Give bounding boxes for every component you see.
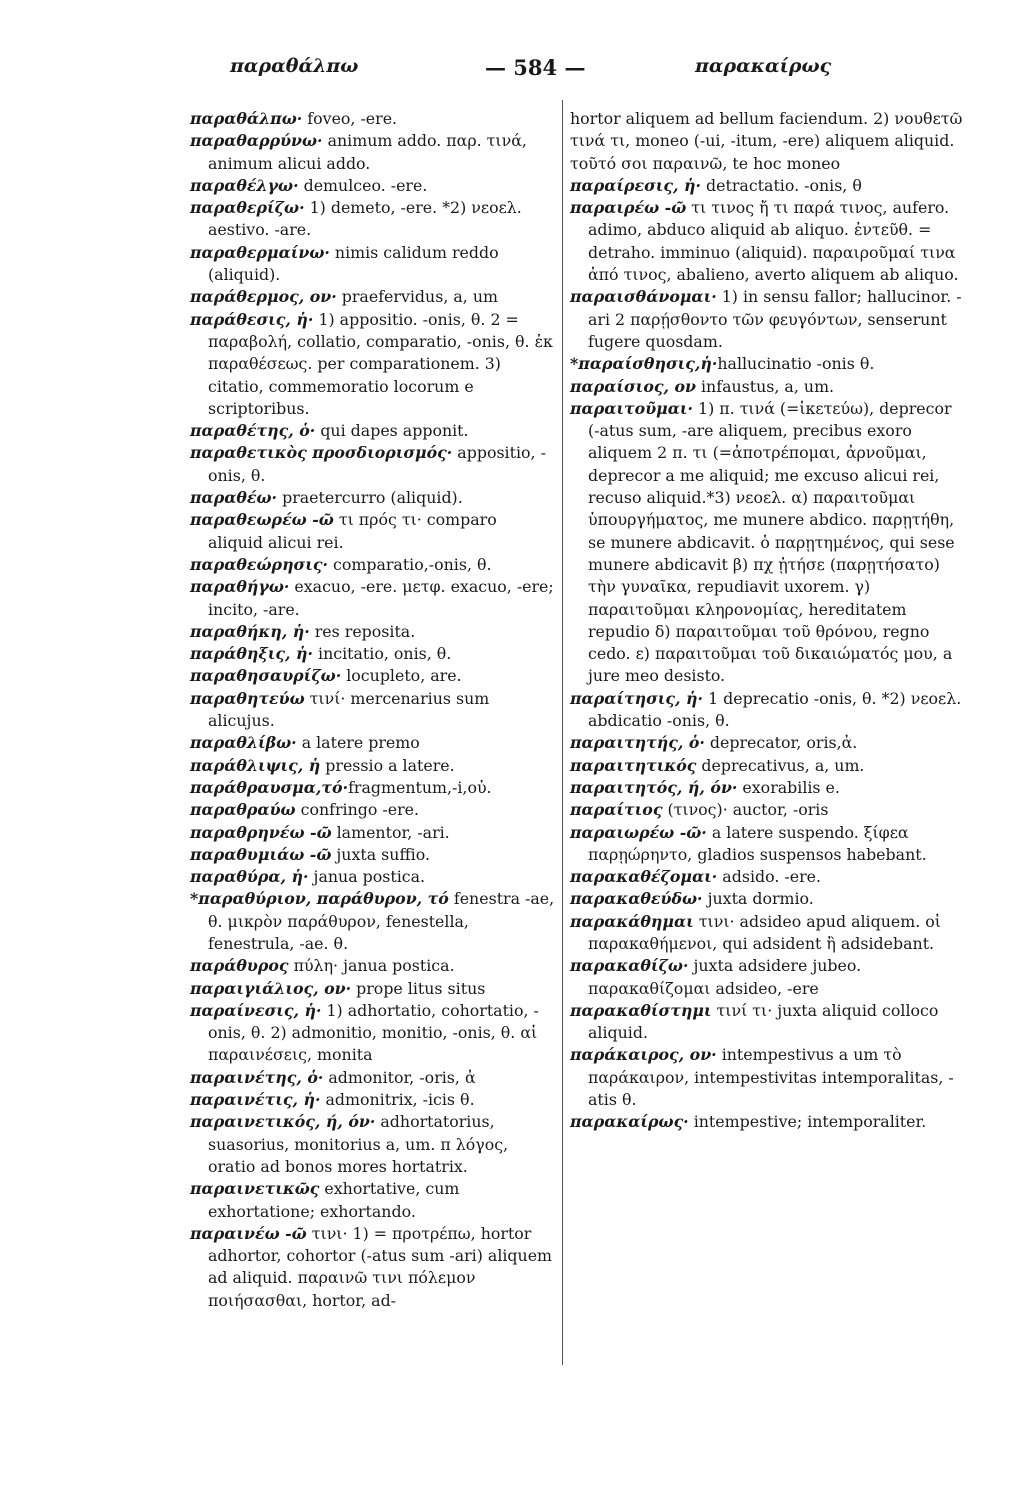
entry-headword: παραίτιος [570,800,663,820]
dictionary-entry [190,554,555,576]
dictionary-entry [570,1044,965,1111]
entry-definition: deprecator, oris,ἀ. [704,733,858,753]
entry-headword: παραθετικὸς προσδιορισμός· [190,443,453,463]
entry-headword: παραθέτης, ὁ· [190,421,316,441]
dictionary-entry [190,1067,555,1089]
entry-definition: a latere suspendo. ξίφεα παρῃώρηντο, gladios suspensos habebant. [588,822,927,864]
dictionary-entry [190,755,555,777]
entry-definition: τινί τι· juxta aliquid colloco aliquid. [588,1000,939,1043]
dictionary-entry [570,755,965,777]
entry-definition: comparatio,-onis, θ. [327,554,492,574]
entry-definition: incitatio, onis, θ. [313,644,452,664]
dictionary-entry [190,1111,555,1178]
dictionary-entry [570,911,965,956]
entry-definition: τι τινος ἤ τι παρά τινος, aufero. adimo, abduco aliquid ab aliquo. ἐντεῦθ. = detraho. imminuo (aliquid). παραιροῦμαί τινα ἀπό τινος, abalieno, averto aliquem ab aliquo. [588,198,959,285]
entry-definition: lamentor, -ari. [331,822,450,842]
entry-definition: admonitor, -oris, ἀ [323,1067,476,1087]
dictionary-entry [570,197,965,286]
entry-headword: παραιγιάλιος, ον· [190,978,352,998]
entry-headword: παράθερμος, ον· [190,287,337,307]
entry-headword: παράθλιψις, ἡ [190,755,321,775]
entry-headword: παραθήκη, ἡ· [190,621,310,641]
entry-headword: παραινετικῶς [190,1179,320,1199]
left-column [190,108,555,1312]
dictionary-entry [190,175,555,197]
entry-definition: exorabilis e. [737,777,840,797]
entry-definition: praetercurro (aliquid). [277,488,463,508]
dictionary-entry [190,822,555,844]
entry-definition: infaustus, a, um. [695,376,835,396]
entry-definition: 1) in sensu fallor; hallucinor. -ari 2 παρῄσθοντο τῶν φευγόντων, senserunt fugere quosdam. [588,287,962,351]
entry-headword: παραίνεσις, ἡ· [190,1000,322,1020]
entry-definition: janua postica. [308,867,426,887]
entry-headword: παραινετικός, ή, όν· [190,1112,376,1132]
dictionary-entry [570,732,965,754]
entry-definition: demulceo. -ere. [298,175,428,195]
entry-definition: foveo, -ere. [302,109,398,128]
dictionary-entry [570,398,965,688]
entry-headword: παραίρεσις, ἡ· [570,175,702,195]
dictionary-entry [190,242,555,287]
dictionary-entry [190,420,555,442]
entry-headword: παραινέτης, ὁ· [190,1067,324,1087]
entry-headword: παραίτησις, ἡ· [570,688,704,708]
dictionary-entry [190,844,555,866]
entry-definition: qui dapes apponit. [315,421,469,441]
entry-headword: παραιωρέω -ῶ· [570,822,707,842]
entry-definition: a latere premo [296,733,420,753]
entry-definition: exhortative, cum exhortatione; exhortando. [208,1179,460,1221]
entry-headword: παραθρηνέω -ῶ [190,822,332,842]
entry-headword: παραθάλπω· [190,109,303,128]
entry-headword: παραθύρα, ἡ· [190,867,309,887]
entry-headword: παραθησαυρίζω· [190,666,342,686]
entry-definition: animum addo. παρ. τινά, animum alicui addo. [208,131,527,173]
entry-definition: πύλη· janua postica. [288,956,455,976]
entry-definition: confringo -ere. [295,800,420,820]
entry-headword: *παραθύριον, παράθυρον, τό [190,889,449,909]
dictionary-entry [190,130,555,175]
dictionary-entry [570,688,965,733]
entry-definition: praefervidus, a, um [336,287,498,307]
entry-headword: παρακάθημαι [570,911,694,931]
dictionary-entry [570,353,965,375]
entry-headword: παραθεώρησις· [190,554,328,574]
dictionary-entry [190,576,555,621]
entry-definition: prope litus situs [351,978,486,998]
entry-definition: fenestra -ae, θ. μικρὸν παράθυρον, fenestella, fenestrula, -ae. θ. [208,889,555,953]
dictionary-entry [190,309,555,420]
entry-definition: intempestivus a um τὸ παράκαιρον, intempestivitas intemporalitas, -atis θ. [588,1045,954,1110]
entry-definition: fragmentum,-i,οὐ. [348,777,492,797]
dictionary-entry [190,1089,555,1111]
entry-definition: pressio a latere. [320,755,455,775]
dictionary-entry [570,888,965,910]
entry-headword: παραθήγω· [190,577,290,597]
dictionary-entry [570,1000,965,1045]
dictionary-entry [570,955,965,1000]
header-right-guideword: παρακαίρως [695,55,832,77]
entry-headword: παραθλίβω· [190,733,297,753]
dictionary-entry [190,866,555,888]
entry-definition: exacuo, -ere. μετφ. exacuo, -ere; incito, -are. [208,577,554,619]
entry-headword: παραίσιος, ον [570,376,696,396]
entry-headword: παράθραυσμα,τό· [190,777,349,797]
entry-headword: παρακαθέζομαι· [570,867,718,887]
entry-headword: παραθέω· [190,488,278,508]
header-left-guideword: παραθάλπω [230,55,359,77]
entry-definition: juxta suffio. [331,844,430,864]
dictionary-entry [190,665,555,687]
entry-headword: παραθαρρύνω· [190,131,323,151]
entry-definition: juxta dormio. [702,889,814,909]
entry-definition: appositio, -onis, θ. [208,443,546,485]
dictionary-entry [190,1000,555,1067]
entry-definition: 1) demeto, -ere. *2) νεοελ. aestivo. -are. [208,198,522,240]
dictionary-entry [190,1223,555,1312]
entry-definition: juxta adsidere jubeo. παρακαθίζομαι adsideo, -ere [588,956,862,998]
entry-definition: τινί· mercenarius sum alicujus. [208,688,490,731]
dictionary-entry [190,799,555,821]
entry-definition: intempestive; intemporaliter. [688,1112,927,1132]
entry-headword: παραθεωρέω -ῶ [190,510,334,530]
page-number: — 584 — [485,55,586,80]
dictionary-entry [190,955,555,977]
dictionary-entry [190,777,555,799]
dictionary-entry [570,799,965,821]
entry-definition: hortor aliquem ad bellum faciendum. 2) νουθετῶ τινά τι, moneo (-ui, -itum, -ere) aliquem aliquid. τοῦτό σοι παραινῶ, te hoc moneo [570,109,963,173]
dictionary-entry [570,822,965,867]
entry-definition: (τινος)· auctor, -oris [662,800,829,820]
entry-headword: παραιτητικός [570,755,697,775]
dictionary-entry [190,688,555,733]
dictionary-entry [570,175,965,197]
entry-definition: locupleto, are. [341,666,462,686]
entry-definition: τινι· 1) = προτρέπω, hortor adhortor, cohortor (-atus sum -ari) aliquem ad aliquid. παραινῶ τινι πόλεμον ποιήσασθαι, hortor, ad- [208,1223,553,1310]
entry-definition: τινι· adsideo apud aliquem. οἱ παρακαθήμενοι, qui adsident ἢ adsidebant. [588,911,941,953]
entry-headword: παραιρέω -ῶ [570,198,687,218]
entry-headword: παραισθάνομαι· [570,287,717,307]
dictionary-entry [190,108,555,130]
dictionary-entry [190,1178,555,1223]
entry-definition: admonitrix, -icis θ. [320,1090,475,1110]
dictionary-entry [190,643,555,665]
entry-headword: *παραίσθησις,ἡ· [570,354,718,374]
entry-definition: adsido. -ere. [717,867,821,887]
entry-headword: παραθυμιάω -ῶ [190,844,332,864]
entry-headword: παραιτοῦμαι· [570,398,694,418]
entry-definition: 1 deprecatio -onis, θ. *2) νεοελ. abdicatio -onis, θ. [588,688,962,731]
entry-headword: παραθερμαίνω· [190,242,330,262]
dictionary-entry [190,442,555,487]
dictionary-entry [190,978,555,1000]
dictionary-entry [190,732,555,754]
entry-headword: παρακαίρως· [570,1112,689,1132]
dictionary-entry [190,286,555,308]
entry-definition: hallucinatio -onis θ. [717,354,875,374]
dictionary-entry [570,866,965,888]
dictionary-entry [190,487,555,509]
entry-definition: 1) π. τινά (=ἱκετεύω), deprecor (-atus sum, -are aliquem, precibus exoro aliquem 2 π. τι (=ἀποτρέπομαι, ἀρνοῦμαι, deprecor a me aliquid; me excuso alicui rei, recuso aliquid.*3) νεοελ. α) παραιτοῦμαι ὑπουργήματος, me munere abdico. παρῃτήθη, se munere abdicavit. ὁ παρῃτημένος, qui sese munere abdicavit β) πχ ᾐτήσε (παρῃτήσατο) τὴν γυναῖκα, repudiavit uxorem. γ) παραιτοῦμαι κληρονομίας, hereditatem repudio δ) παραιτοῦμαι τοῦ θρόνου, regno cedo. ε) παραιτοῦμαι τοῦ δικαιώματός μου, a jure meo desisto. [588,398,955,686]
entry-headword: παρακαθίστημι [570,1000,712,1020]
page-header [230,55,950,85]
dictionary-entry [570,108,965,175]
dictionary-entry [190,197,555,242]
entry-headword: παράκαιρος, ον· [570,1045,717,1065]
right-column [570,108,965,1134]
dictionary-entry [570,1111,965,1133]
entry-definition: res reposita. [309,621,416,641]
dictionary-entry [190,888,555,955]
entry-headword: παραθραύω [190,800,296,820]
dictionary-entry [570,286,965,353]
entry-headword: παραθερίζω· [190,198,305,218]
entry-headword: παράθυρος [190,956,289,976]
entry-headword: παραινέω -ῶ [190,1223,307,1243]
entry-headword: παράθεσις, ἡ· [190,309,314,329]
entry-definition: deprecativus, a, um. [696,755,865,775]
entry-headword: παραθητεύω [190,688,305,708]
entry-definition: adhortatorius, suasorius, monitorius a, um. π λόγος, oratio ad bonos mores hortatrix. [208,1112,509,1176]
entry-headword: παραιτητής, ὁ· [570,733,705,753]
entry-headword: παραθέλγω· [190,175,299,195]
entry-definition: 1) appositio. -onis, θ. 2 = παραβολή, collatio, comparatio, -onis, θ. ἐκ παραθέσεως. per comparationem. 3) citatio, commemoratio locorum e scriptoribus. [208,309,553,418]
dictionary-entry [570,777,965,799]
entry-headword: παρακαθεύδω· [570,889,703,909]
entry-definition: detractatio. -onis, θ [701,175,862,195]
entry-headword: παραινέτις, ἡ· [190,1090,321,1110]
entry-headword: παρακαθίζω· [570,956,689,976]
entry-definition: τι πρός τι· comparo aliquid alicui rei. [208,510,497,552]
entry-definition: 1) adhortatio, cohortatio, -onis, θ. 2) admonitio, monitio, -onis, θ. αἱ παραινέσεις, monita [208,1000,539,1065]
dictionary-entry [570,376,965,398]
entry-headword: παραιτητός, ή, όν· [570,777,738,797]
column-divider [562,100,563,1365]
dictionary-entry [190,509,555,554]
entry-headword: παράθηξις, ἡ· [190,644,314,664]
dictionary-entry [190,621,555,643]
entry-definition: nimis calidum reddo (aliquid). [208,242,499,285]
